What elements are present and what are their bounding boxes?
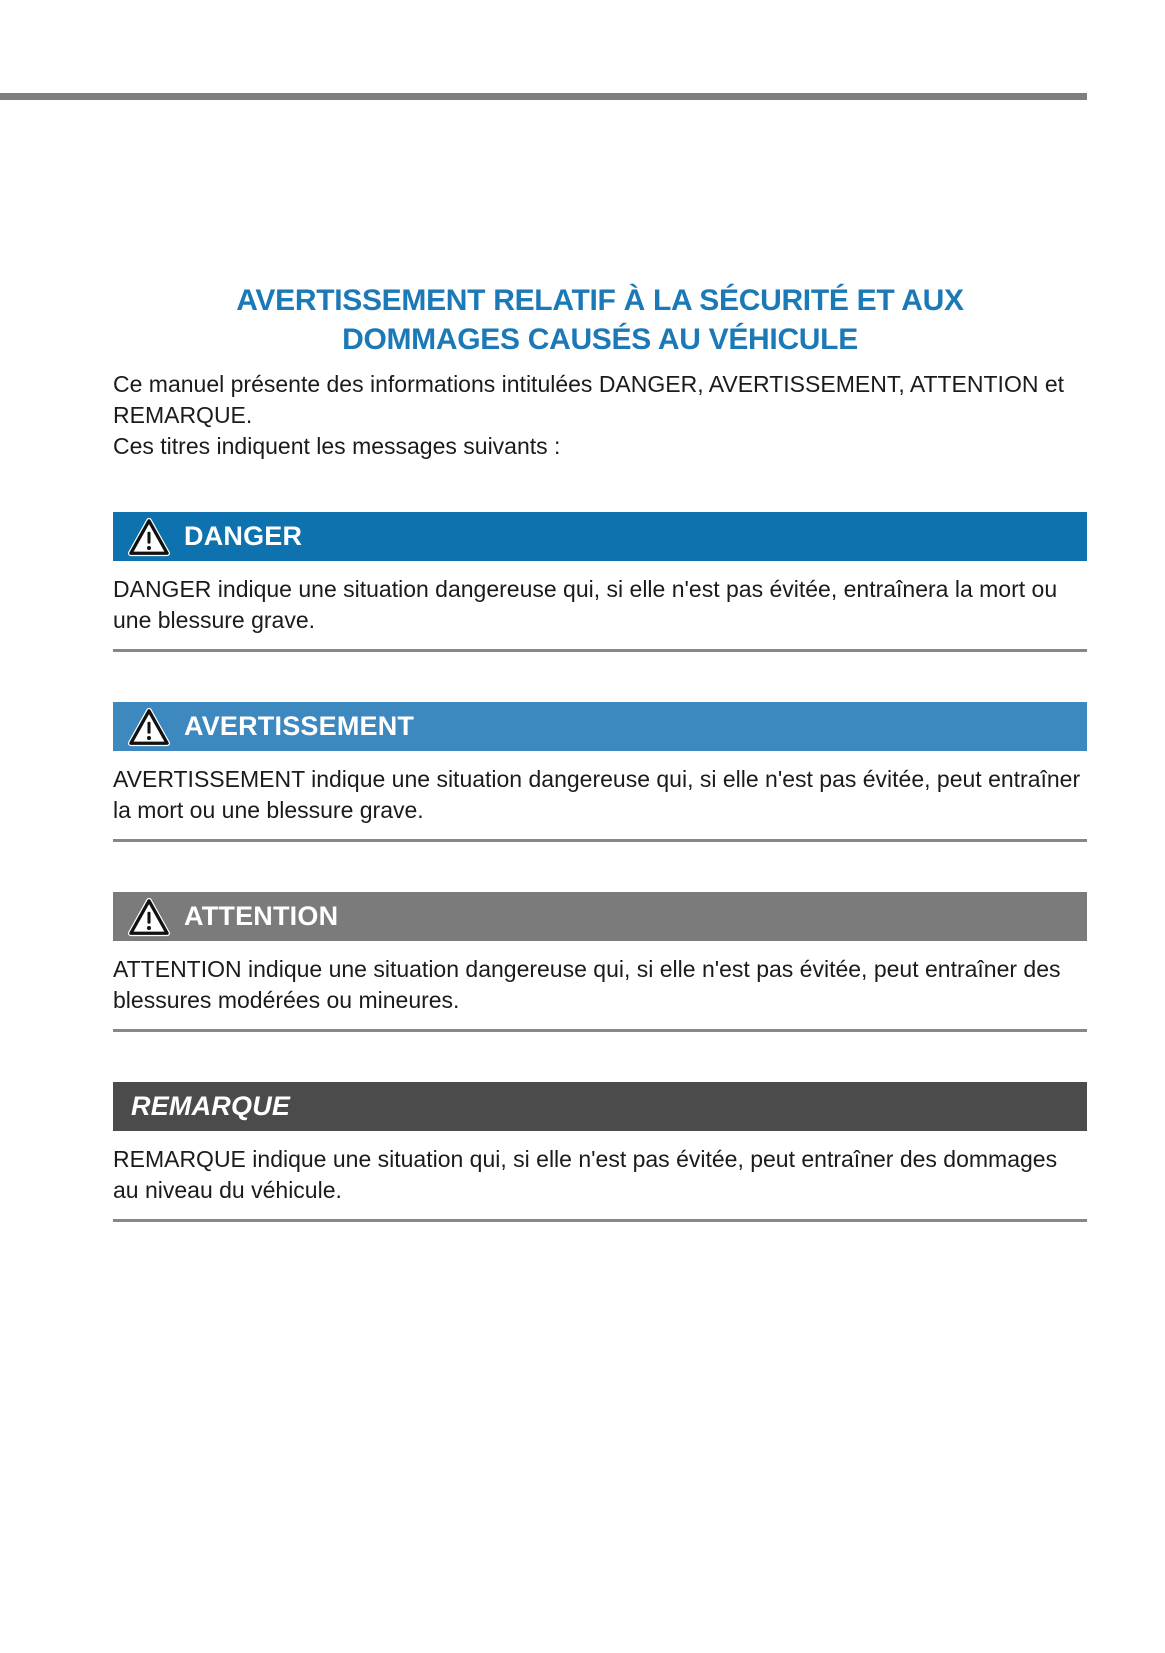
warning-triangle-icon — [128, 517, 170, 557]
attention-description: ATTENTION indique une situation dangereuse qui, si elle n'est pas évitée, peut entraîner des blessures modérées ou mineures. — [113, 956, 1061, 1013]
remarque-description: REMARQUE indique une situation qui, si elle n'est pas évitée, peut entraîner des dommages au niveau du véhicule. — [113, 1146, 1058, 1203]
warning-triangle-icon — [128, 897, 170, 937]
avertissement-description: AVERTISSEMENT indique une situation dangereuse qui, si elle n'est pas évitée, peut entraîner la mort ou une blessure grave. — [113, 766, 1081, 823]
intro-paragraph — [113, 369, 1087, 462]
intro-line-2: Ces titres indiquent les messages suivants : — [113, 433, 561, 459]
section-danger — [113, 512, 1087, 652]
warning-triangle-icon — [128, 707, 170, 747]
remarque-banner-label: REMARQUE — [131, 1091, 291, 1121]
avertissement-banner — [113, 702, 1087, 751]
avertissement-banner-label: AVERTISSEMENT — [184, 711, 415, 741]
attention-banner — [113, 892, 1087, 941]
section-divider — [113, 1219, 1087, 1222]
section-divider — [113, 649, 1087, 652]
danger-description: DANGER indique une situation dangereuse qui, si elle n'est pas évitée, entraînera la mort ou une blessure grave. — [113, 576, 1058, 633]
danger-banner-label: DANGER — [184, 521, 303, 551]
attention-banner-label: ATTENTION — [184, 901, 339, 931]
remarque-banner — [113, 1082, 1087, 1131]
section-avertissement — [113, 702, 1087, 842]
danger-banner — [113, 512, 1087, 561]
page-title: AVERTISSEMENT RELATIF À LA SÉCURITÉ ET AUX DOMMAGES CAUSÉS AU VÉHICULE — [236, 284, 964, 356]
section-attention — [113, 892, 1087, 1032]
section-divider — [113, 839, 1087, 842]
section-remarque — [113, 1082, 1087, 1222]
manual-page-content — [113, 99, 1087, 1222]
intro-line-1: Ce manuel présente des informations intitulées DANGER, AVERTISSEMENT, ATTENTION et REMARQUE. — [113, 371, 1065, 428]
section-divider — [113, 1029, 1087, 1032]
